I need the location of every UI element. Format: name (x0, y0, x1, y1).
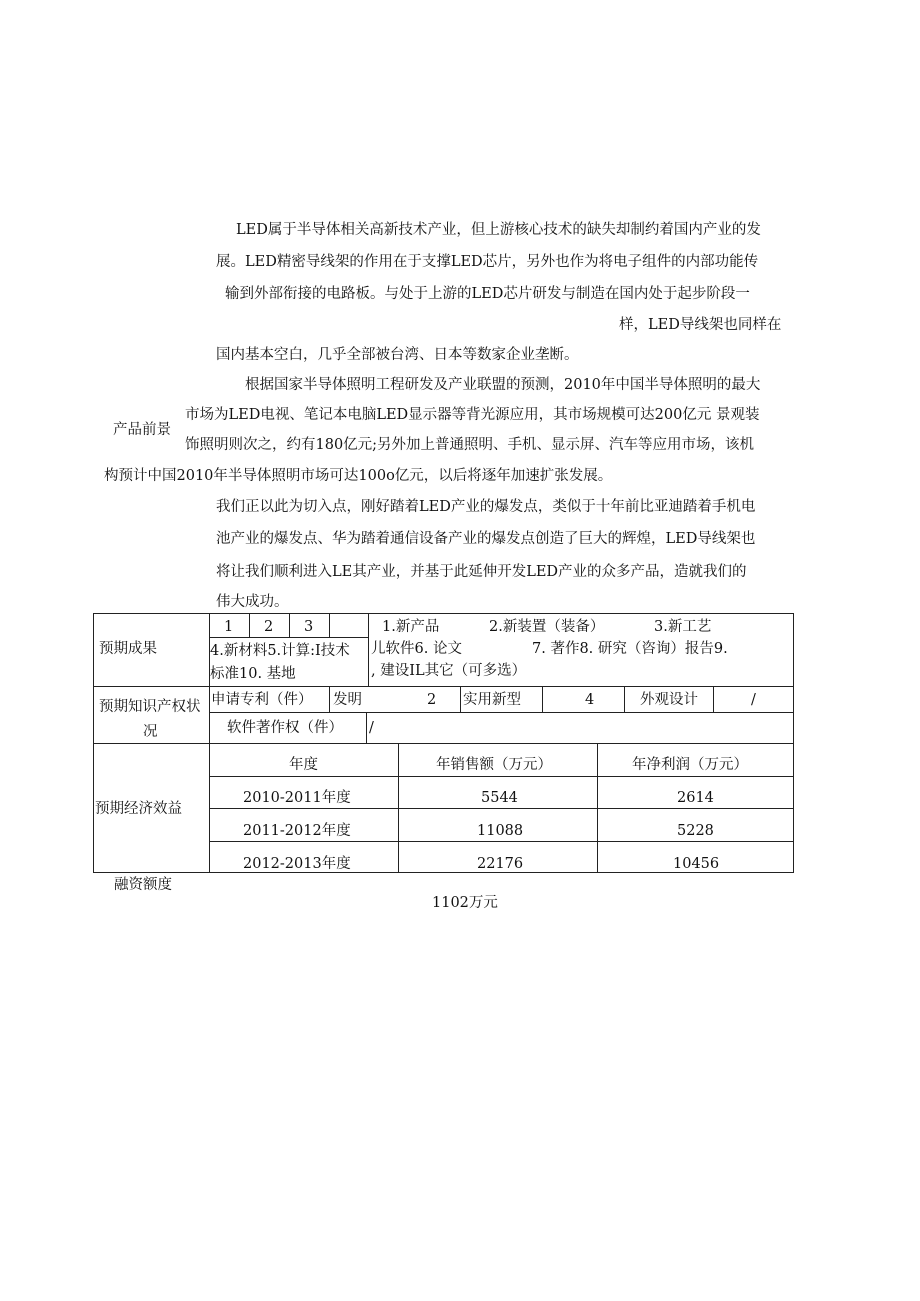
table-divider (398, 743, 399, 873)
results-label: 预期成果 (99, 641, 157, 657)
ip-label: 况 (143, 724, 158, 740)
financing-label: 融资额度 (114, 877, 172, 893)
table-divider (624, 686, 625, 712)
table-divider (597, 743, 598, 873)
results-box: 1 (224, 619, 234, 635)
results-option: 2.新装置（装备） (489, 619, 605, 635)
table-divider (209, 808, 794, 809)
utility-value: 4 (585, 692, 595, 708)
financing-value: 1102万元 (432, 895, 498, 911)
prospect-line: 我们正以此为切入点，刚好踏着LED产业的爆发点，类似于十年前比亚迪踏着手机电 (216, 499, 756, 515)
econ-sales: 11088 (477, 823, 524, 839)
econ-header: 年净利润（万元） (632, 757, 748, 773)
econ-profit: 5228 (677, 823, 714, 839)
table-divider (329, 686, 330, 712)
econ-profit: 10456 (673, 856, 720, 872)
econ-header: 年度 (289, 757, 318, 773)
ip-label: 预期知识产权状 (99, 699, 201, 715)
results-option: , 建设IL其它（可多选） (371, 663, 527, 679)
prospect-line: 根据国家半导体照明工程研发及产业联盟的预测，2010年中国半导体照明的最大 (245, 377, 761, 393)
econ-label: 预期经济效益 (95, 801, 182, 817)
table-divider (460, 686, 461, 712)
table-divider (93, 686, 794, 687)
results-option: 儿软件6. 论文 (371, 641, 462, 657)
table-divider (289, 613, 290, 637)
results-option: 7. 著作8. 研究（咨询）报告9. (532, 641, 728, 657)
prospect-line: 饰照明则次之，约有180亿元;另外加上普通照明、手机、显示屏、汽车等应用市场，该机 (185, 437, 755, 453)
results-box: 2 (264, 619, 274, 635)
prospect-line: 样，LED导线架也同样在 (619, 317, 782, 333)
table-border-left (93, 613, 94, 873)
prospect-line: 构预计中国2010年半导体照明市场可达100o亿元，以后将逐年加速扩张发展。 (104, 468, 613, 484)
prospect-line: 市场为LED电视、笔记本电脑LED显示器等背光源应用，其市场规模可达200亿元 景观装 (185, 407, 760, 423)
econ-header: 年销售额（万元） (436, 757, 552, 773)
results-option: 3.新工艺 (654, 619, 712, 635)
table-divider (249, 613, 250, 637)
table-border-top (93, 613, 794, 614)
table-divider (209, 712, 794, 713)
results-option-text: 标准10. 基地 (210, 666, 296, 682)
prospect-line: 将让我们顺利进入LE其产业，并基于此延伸开发LED产业的众多产品，造就我们的 (216, 564, 747, 580)
prospect-line: 展。LED精密导线架的作用在于支撑LED芯片，另外也作为将电子组件的内部功能传 (216, 254, 759, 270)
design-label: 外观设计 (640, 692, 698, 708)
invention-label: 发明 (333, 692, 362, 708)
table-divider (366, 712, 367, 743)
patent-label: 申请专利（件） (211, 692, 313, 708)
utility-label: 实用新型 (463, 692, 521, 708)
table-border-right (793, 613, 794, 873)
table-divider (329, 613, 330, 637)
prospect-label: 产品前景 (113, 422, 171, 438)
table-divider (713, 686, 714, 712)
results-option: 1.新产品 (382, 619, 440, 635)
table-divider (209, 776, 794, 777)
results-box: 3 (304, 619, 314, 635)
software-value: / (369, 720, 374, 736)
econ-profit: 2614 (677, 790, 714, 806)
design-value: / (751, 692, 756, 708)
results-option-text: 4.新材料5.计算:I技术 (210, 643, 350, 659)
econ-year: 2010-2011年度 (243, 790, 351, 806)
prospect-line: 输到外部衔接的电路板。与处于上游的LED芯片研发与制造在国内处于起步阶段一 (225, 286, 750, 302)
prospect-line: 池产业的爆发点、华为踏着通信设备产业的爆发点创造了巨大的辉煌，LED导线架也 (216, 531, 756, 547)
table-divider (209, 841, 794, 842)
software-label: 软件著作权（件） (227, 720, 343, 736)
econ-year: 2011-2012年度 (243, 823, 351, 839)
prospect-line: 国内基本空白，几乎全部被台湾、日本等数家企业垄断。 (216, 347, 579, 363)
econ-sales: 22176 (477, 856, 524, 872)
table-divider (93, 743, 794, 744)
prospect-line: 伟大成功。 (216, 594, 289, 610)
invention-value: 2 (427, 692, 437, 708)
prospect-line: LED属于半导体相关高新技术产业，但上游核心技术的缺失却制约着国内产业的发 (236, 222, 761, 238)
econ-year: 2012-2013年度 (243, 856, 351, 872)
econ-sales: 5544 (481, 790, 518, 806)
table-divider (542, 686, 543, 712)
table-divider (209, 637, 368, 638)
table-divider (368, 613, 369, 686)
